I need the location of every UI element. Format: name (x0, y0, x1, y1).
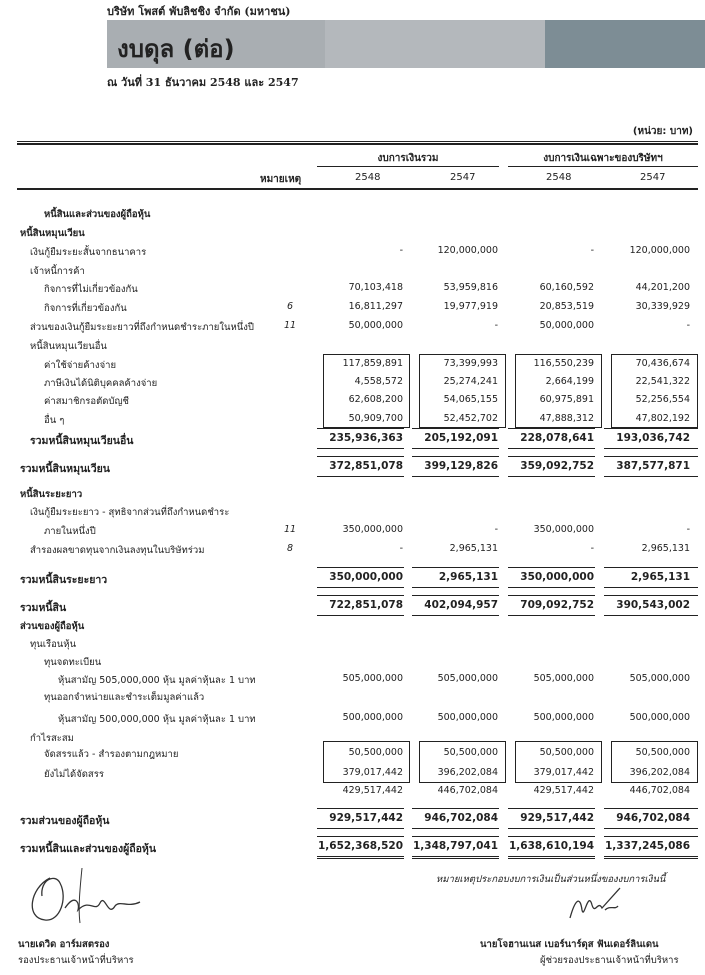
subtotal-rule (317, 428, 404, 429)
row-label: รวมหนี้สินหมุนเวียน (20, 463, 110, 475)
table-row (0, 245, 705, 263)
row-value-col1: 70,103,418 (348, 282, 403, 293)
subtotal-underline (317, 476, 404, 477)
row-value-col2: - (494, 524, 498, 535)
row-value-col2: 446,702,084 (437, 785, 498, 796)
unit-label: (หน่วย: บาท) (632, 126, 693, 137)
group-box-5 (323, 741, 410, 783)
row-value-col1: 1,652,368,520 (317, 840, 403, 852)
row-label: รวมหนี้สินระยะยาว (20, 574, 108, 586)
subtotal-rule (317, 595, 404, 596)
row-label: ทุนจดทะเบียน (44, 657, 102, 668)
group-box-7 (515, 741, 602, 783)
row-value-col1: - (399, 543, 403, 554)
row-label: จัดสรรแล้ว - สำรองตามกฎหมาย (44, 749, 179, 760)
row-label: ภายในหนึ่งปี (44, 526, 96, 537)
year-header-3: 2548 (546, 172, 572, 183)
table-row (0, 655, 705, 673)
subtotal-rule (317, 567, 404, 568)
row-label: หนี้สินหมุนเวียนอื่น (30, 341, 107, 352)
row-value-col4: 44,201,200 (635, 282, 690, 293)
row-note: 11 (283, 524, 297, 535)
row-value-col1: 50,500,000 (348, 747, 403, 758)
row-value-col2: 19,977,919 (443, 301, 498, 312)
row-value-col3: 60,160,592 (539, 282, 594, 293)
row-value-col3: 350,000,000 (533, 524, 594, 535)
header-top-rule (17, 141, 698, 142)
row-value-col4: 22,541,322 (635, 376, 690, 387)
row-value-col2: 2,965,131 (438, 571, 498, 583)
row-label: เงินกู้ยืมระยะยาว - สุทธิจากส่วนที่ถึงกำหนดชำระ (30, 507, 230, 518)
row-value-col4: 396,202,084 (629, 767, 690, 778)
row-note: 11 (283, 320, 297, 331)
subtotal-rule (508, 567, 595, 568)
row-value-col4: 2,965,131 (630, 571, 690, 583)
company-only-underline (508, 166, 698, 167)
subtotal-underline (604, 587, 698, 588)
row-value-col1: 379,017,442 (342, 767, 403, 778)
row-value-col4: 1,337,245,086 (604, 840, 690, 852)
year-header-2: 2547 (450, 172, 476, 183)
subtotal-rule (412, 808, 499, 809)
row-label: ส่วนของผู้ถือหุ้น (20, 621, 85, 632)
row-value-col4: 946,702,084 (616, 812, 690, 824)
row-label: เจ้าหนี้การค้า (30, 266, 85, 277)
row-value-col3: 50,500,000 (539, 747, 594, 758)
subtotal-underline (604, 615, 698, 616)
table-row (0, 543, 705, 561)
table-row (0, 264, 705, 282)
row-value-col4: 505,000,000 (629, 673, 690, 684)
row-label: สำรองผลขาดทุนจากเงินลงทุนในบริษัทร่วม (30, 545, 205, 556)
row-value-col2: 120,000,000 (437, 245, 498, 256)
row-label: หนี้สินและส่วนของผู้ถือหุ้น (44, 209, 151, 220)
row-value-col4: 500,000,000 (629, 712, 690, 723)
row-value-col2: 946,702,084 (424, 812, 498, 824)
row-value-col2: 25,274,241 (443, 376, 498, 387)
subtotal-underline (317, 587, 404, 588)
row-label: รวมหนี้สินหมุนเวียนอื่น (30, 435, 134, 447)
row-value-col4: 2,965,131 (641, 543, 690, 554)
subtotal-underline (508, 448, 595, 449)
subtotal-rule (508, 595, 595, 596)
row-value-col4: 70,436,674 (635, 358, 690, 369)
subtotal-underline (412, 856, 499, 857)
subtotal-underline (317, 856, 404, 857)
row-value-col3: 1,638,610,194 (508, 840, 594, 852)
signature-1 (20, 858, 150, 933)
company-name: บริษัท โพสต์ พับลิชชิง จำกัด (มหาชน) (107, 5, 291, 18)
subtotal-rule (412, 595, 499, 596)
row-value-col4: 193,036,742 (616, 432, 690, 444)
row-value-col1: 4,558,572 (354, 376, 403, 387)
row-label: ค่าใช้จ่ายค้างจ่าย (44, 360, 117, 371)
table-row (0, 487, 705, 505)
row-label: ทุนออกจำหน่ายและชำระเต็มมูลค่าแล้ว (44, 692, 205, 703)
table-row (0, 301, 705, 319)
row-value-col2: 53,959,816 (443, 282, 498, 293)
row-label: ส่วนของเงินกู้ยืมระยะยาวที่ถึงกำหนดชำระภายในหนึ่งปี (30, 322, 254, 333)
row-value-col2: 399,129,826 (424, 460, 498, 472)
subtotal-underline (604, 856, 698, 857)
row-value-col4: 387,577,871 (616, 460, 690, 472)
row-value-col1: 235,936,363 (329, 432, 403, 444)
row-label: อื่น ๆ (44, 415, 65, 426)
subtotal-rule (508, 808, 595, 809)
row-value-col3: 429,517,442 (533, 785, 594, 796)
row-label: หุ้นสามัญ 500,000,000 หุ้น มูลค่าหุ้นละ 1 บาท (58, 714, 256, 725)
subtotal-underline (412, 615, 499, 616)
subtotal-rule (604, 808, 698, 809)
subtotal-underline (412, 587, 499, 588)
subtotal-rule (604, 836, 698, 837)
subtotal-rule (317, 808, 404, 809)
row-value-col3: 2,664,199 (545, 376, 594, 387)
row-value-col4: 52,256,554 (635, 394, 690, 405)
table-row (0, 207, 705, 225)
row-value-col3: 929,517,442 (520, 812, 594, 824)
subtotal-underline (604, 476, 698, 477)
table-row (0, 785, 705, 803)
row-value-col2: - (494, 320, 498, 331)
signatory-2-name: นายโจฮานเนส เบอร์นาร์ดุส ฟันเดอร์ลินเดน (480, 939, 659, 950)
consolidated-underline (317, 166, 499, 167)
row-label: หนี้สินหมุนเวียน (20, 228, 85, 239)
subtotal-rule (317, 836, 404, 837)
table-row (0, 712, 705, 730)
row-value-col1: 500,000,000 (342, 712, 403, 723)
row-value-col2: 1,348,797,041 (412, 840, 498, 852)
row-note: 6 (286, 301, 294, 312)
signature-2 (560, 880, 630, 930)
group-box-4 (611, 354, 698, 428)
row-value-col2: 52,452,702 (443, 413, 498, 424)
row-value-col1: 50,000,000 (348, 320, 403, 331)
header-bottom-rule (17, 188, 698, 190)
row-label: กิจการที่ไม่เกี่ยวข้องกัน (44, 284, 138, 295)
row-value-col3: 379,017,442 (533, 767, 594, 778)
row-label: รวมหนี้สิน (20, 602, 67, 614)
table-row (0, 282, 705, 300)
table-row (0, 637, 705, 655)
subtotal-underline (604, 828, 698, 829)
row-value-col3: - (590, 543, 594, 554)
row-value-col3: 20,853,519 (539, 301, 594, 312)
signatory-1-name: นายเดวิด อาร์มสตรอง (18, 939, 110, 950)
table-row (0, 226, 705, 244)
row-label: กำไรสะสม (30, 733, 74, 744)
row-value-col4: - (686, 320, 690, 331)
row-value-col4: 390,543,002 (616, 599, 690, 611)
row-value-col3: 60,975,891 (539, 394, 594, 405)
subtotal-rule (412, 567, 499, 568)
subtotal-underline (412, 448, 499, 449)
row-label: ยังไม่ได้จัดสรร (44, 769, 104, 780)
row-note: 8 (286, 543, 294, 554)
row-value-col1: 350,000,000 (342, 524, 403, 535)
row-value-col2: 50,500,000 (443, 747, 498, 758)
row-value-col1: 117,859,891 (342, 358, 403, 369)
subtotal-rule (508, 836, 595, 837)
row-value-col3: 228,078,641 (520, 432, 594, 444)
row-value-col2: 500,000,000 (437, 712, 498, 723)
header-top-rule-2 (17, 143, 698, 145)
table-row (0, 505, 705, 523)
subtotal-underline (508, 476, 595, 477)
subtotal-underline (317, 828, 404, 829)
subtotal-underline (412, 828, 499, 829)
subtotal-rule (412, 456, 499, 457)
subtotal-rule (604, 428, 698, 429)
subtotal-underline (508, 587, 595, 588)
row-value-col1: 929,517,442 (329, 812, 403, 824)
row-value-col2: 73,399,993 (443, 358, 498, 369)
row-value-col3: 500,000,000 (533, 712, 594, 723)
group-box-1 (323, 354, 410, 428)
subtotal-underline (412, 476, 499, 477)
subtotal-underline (508, 828, 595, 829)
subtotal-rule (604, 567, 698, 568)
row-value-col1: 16,811,297 (348, 301, 403, 312)
group-box-8 (611, 741, 698, 783)
row-value-col3: 359,092,752 (520, 460, 594, 472)
row-value-col2: 396,202,084 (437, 767, 498, 778)
total-double-underline (412, 858, 499, 859)
group-box-3 (515, 354, 602, 428)
row-value-col3: 350,000,000 (520, 571, 594, 583)
total-double-underline (508, 858, 595, 859)
subtotal-rule (508, 456, 595, 457)
row-value-col3: 116,550,239 (533, 358, 594, 369)
row-value-col1: 50,909,700 (348, 413, 403, 424)
row-value-col3: - (590, 245, 594, 256)
row-value-col1: - (399, 245, 403, 256)
row-value-col2: 505,000,000 (437, 673, 498, 684)
row-label: ค่าสมาชิกรอตัดบัญชี (44, 396, 130, 407)
subtotal-underline (604, 448, 698, 449)
note-header: หมายเหตุ (260, 174, 302, 185)
row-value-col1: 505,000,000 (342, 673, 403, 684)
row-value-col4: 50,500,000 (635, 747, 690, 758)
table-row (0, 320, 705, 338)
subtotal-underline (508, 615, 595, 616)
footnote: หมายเหตุประกอบงบการเงินเป็นส่วนหนึ่งของงบการเงินนี้ (436, 874, 666, 885)
row-value-col3: 50,000,000 (539, 320, 594, 331)
row-label: กิจการที่เกี่ยวข้องกัน (44, 303, 127, 314)
table-row (0, 524, 705, 542)
row-value-col4: 446,702,084 (629, 785, 690, 796)
subtotal-rule (604, 595, 698, 596)
group-box-6 (419, 741, 506, 783)
row-value-col1: 429,517,442 (342, 785, 403, 796)
signatory-1-title: รองประธานเจ้าหน้าที่บริหาร (18, 955, 134, 966)
row-value-col3: 709,092,752 (520, 599, 594, 611)
year-header-4: 2547 (640, 172, 666, 183)
row-label: ทุนเรือนหุ้น (30, 639, 77, 650)
row-value-col3: 505,000,000 (533, 673, 594, 684)
row-value-col3: 47,888,312 (539, 413, 594, 424)
row-value-col1: 350,000,000 (329, 571, 403, 583)
row-value-col1: 722,851,078 (329, 599, 403, 611)
subtotal-underline (317, 448, 404, 449)
row-label: เงินกู้ยืมระยะสั้นจากธนาคาร (30, 247, 147, 258)
total-double-underline (317, 858, 404, 859)
consolidated-header: งบการเงินรวม (377, 153, 439, 164)
row-value-col4: 120,000,000 (629, 245, 690, 256)
subtotal-underline (508, 856, 595, 857)
table-row (0, 673, 705, 691)
signatory-2-title: ผู้ช่วยรองประธานเจ้าหน้าที่บริหาร (540, 955, 679, 966)
subtotal-rule (508, 428, 595, 429)
subtotal-rule (412, 836, 499, 837)
page-title: งบดุล (ต่อ) (117, 35, 235, 63)
row-value-col1: 62,608,200 (348, 394, 403, 405)
row-value-col2: 402,094,957 (424, 599, 498, 611)
subtotal-rule (604, 456, 698, 457)
row-value-col4: 30,339,929 (635, 301, 690, 312)
row-label: รวมหนี้สินและส่วนของผู้ถือหุ้น (20, 843, 156, 855)
row-value-col2: 54,065,155 (443, 394, 498, 405)
subtotal-rule (317, 456, 404, 457)
row-label: รวมส่วนของผู้ถือหุ้น (20, 815, 110, 827)
row-value-col4: 47,802,192 (635, 413, 690, 424)
row-label: หุ้นสามัญ 505,000,000 หุ้น มูลค่าหุ้นละ 1 บาท (58, 675, 256, 686)
table-row (0, 690, 705, 708)
row-value-col1: 372,851,078 (329, 460, 403, 472)
statement-date: ณ วันที่ 31 ธันวาคม 2548 และ 2547 (107, 76, 299, 89)
group-box-2 (419, 354, 506, 428)
row-value-col2: 205,192,091 (424, 432, 498, 444)
subtotal-rule (412, 428, 499, 429)
row-value-col2: 2,965,131 (449, 543, 498, 554)
total-double-underline (604, 858, 698, 859)
year-header-1: 2548 (355, 172, 381, 183)
row-label: หนี้สินระยะยาว (20, 489, 83, 500)
row-value-col4: - (686, 524, 690, 535)
row-label: ภาษีเงินได้นิติบุคคลค้างจ่าย (44, 378, 158, 389)
table-row (0, 619, 705, 637)
company-only-header: งบการเงินเฉพาะของบริษัทฯ (543, 153, 663, 164)
subtotal-underline (317, 615, 404, 616)
